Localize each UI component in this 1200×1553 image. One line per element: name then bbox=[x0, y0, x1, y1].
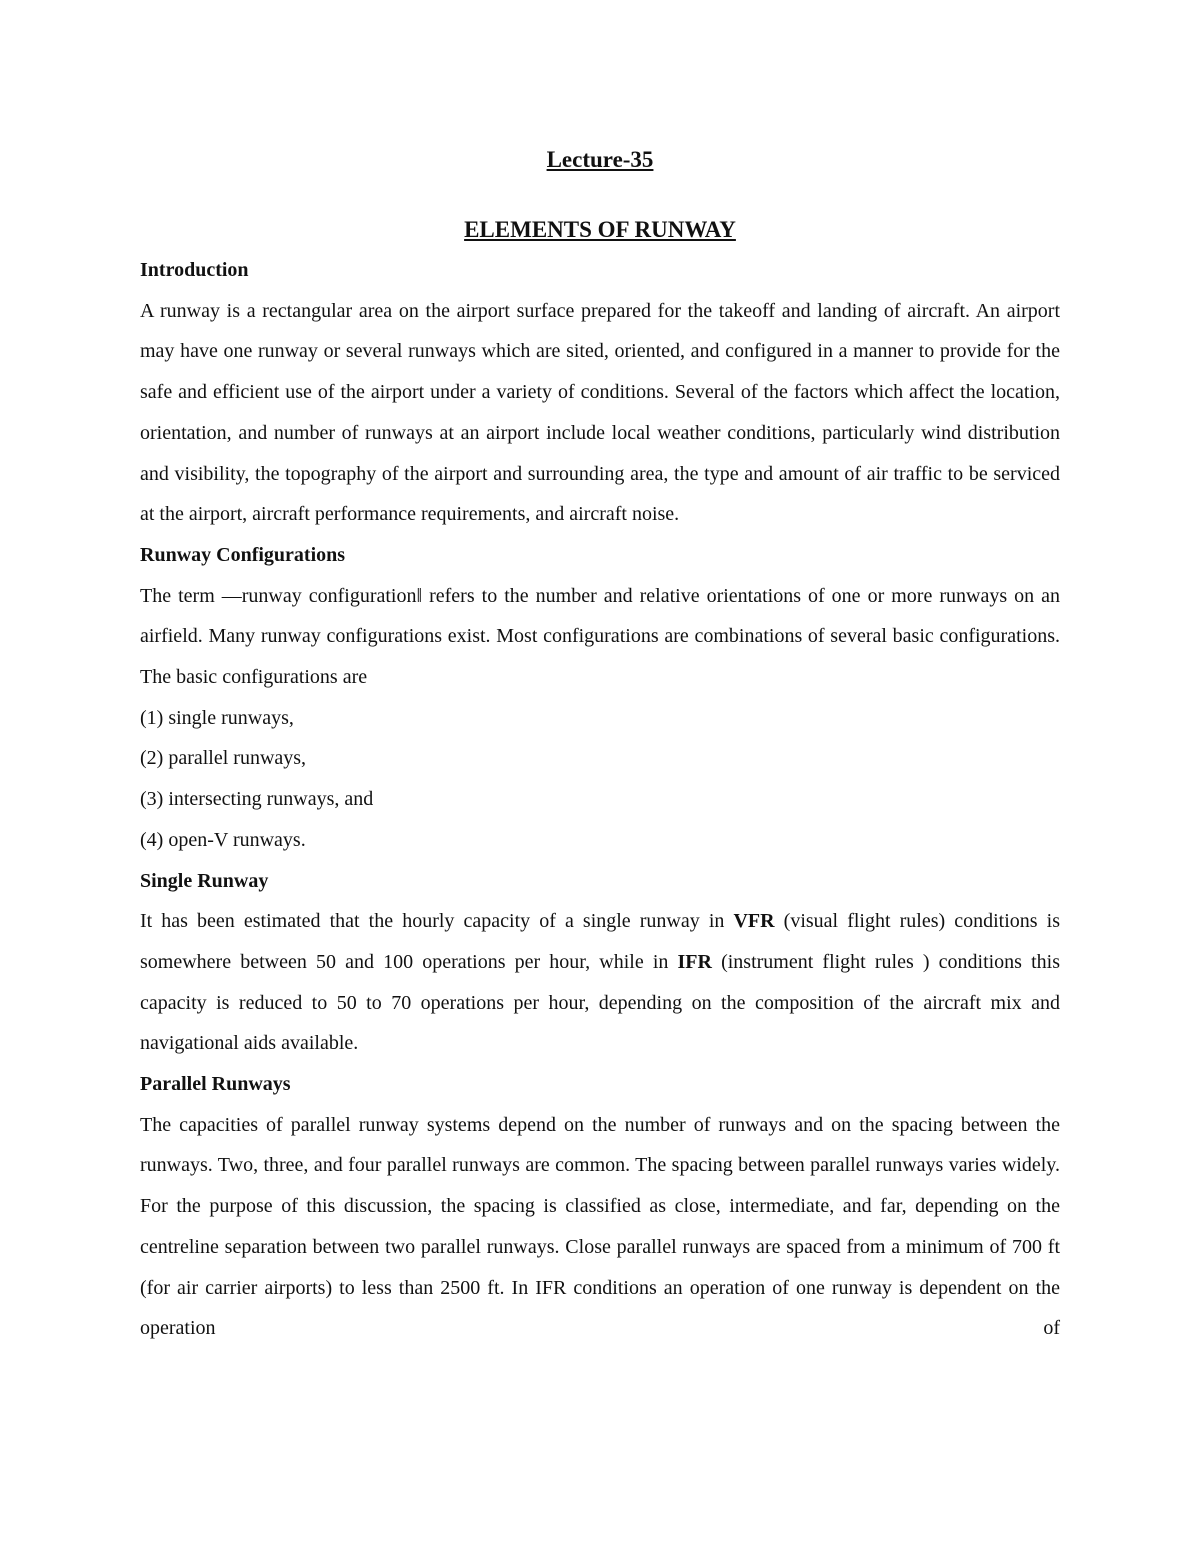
single-runway-text: (visual flight rules) conditions is somewhere between 50 and 100 operations per hour, while in bbox=[140, 910, 1060, 973]
runway-configurations-heading: Runway Configurations bbox=[140, 543, 346, 566]
single-runway-paragraph bbox=[140, 901, 1060, 1064]
introduction-heading: Introduction bbox=[140, 259, 249, 281]
configuration-list-item: (2) parallel runways, bbox=[140, 747, 307, 770]
configuration-list-item: (4) open-V runways. bbox=[140, 828, 306, 851]
document-title: ELEMENTS OF RUNWAY bbox=[464, 217, 736, 242]
parallel-runways-paragraph: The capacities of parallel runway systems depend on the number of runways and on the spacing between the runways. Two, three, and four parallel runways are common. The spacing between parallel runways varies widely. For the purpose of this discussion, the spacing is classified as close, intermediate, and far, depending on the centreline separation between two parallel runways. Close parallel runways are spaced from a minimum of 700 ft (for air carrier airports) to less than 2500 ft. In IFR conditions an operation of one runway is dependent on the operation of bbox=[140, 1113, 1060, 1340]
runway-configurations-paragraph: The term ―runway configuration‖ refers to the number and relative orientations of one or more runways on an airfield. Many runway configurations exist. Most configurations are combinations of several basic configurations. The basic configurations are bbox=[140, 584, 1060, 689]
introduction-paragraph: A runway is a rectangular area on the airport surface prepared for the takeoff and landing of aircraft. An airport may have one runway or several runways which are sited, oriented, and configured in a manner to provide for the safe and efficient use of the airport under a variety of conditions. Several of the factors which affect the location, orientation, and number of runways at an airport include local weather conditions, particularly wind distribution and visibility, the topography of the airport and surrounding area, the type and amount of air traffic to be serviced at the airport, aircraft performance requirements, and aircraft noise. bbox=[140, 299, 1060, 526]
lecture-label: Lecture-35 bbox=[546, 147, 654, 172]
parallel-runways-heading: Parallel Runways bbox=[140, 1073, 291, 1096]
document-page bbox=[140, 140, 1060, 1349]
vfr-term: VFR bbox=[733, 910, 775, 933]
configuration-list-item: (1) single runways, bbox=[140, 706, 294, 729]
ifr-term: IFR bbox=[677, 950, 712, 973]
single-runway-text: It has been estimated that the hourly capacity of a single runway in bbox=[140, 910, 734, 933]
single-runway-text: (instrument flight rules ) conditions this capacity is reduced to 50 to 70 operations per hour, depending on the composition of the aircraft mix and navigational aids available. bbox=[140, 950, 1060, 1055]
configuration-list-item: (3) intersecting runways, and bbox=[140, 788, 374, 811]
single-runway-heading: Single Runway bbox=[140, 869, 269, 892]
